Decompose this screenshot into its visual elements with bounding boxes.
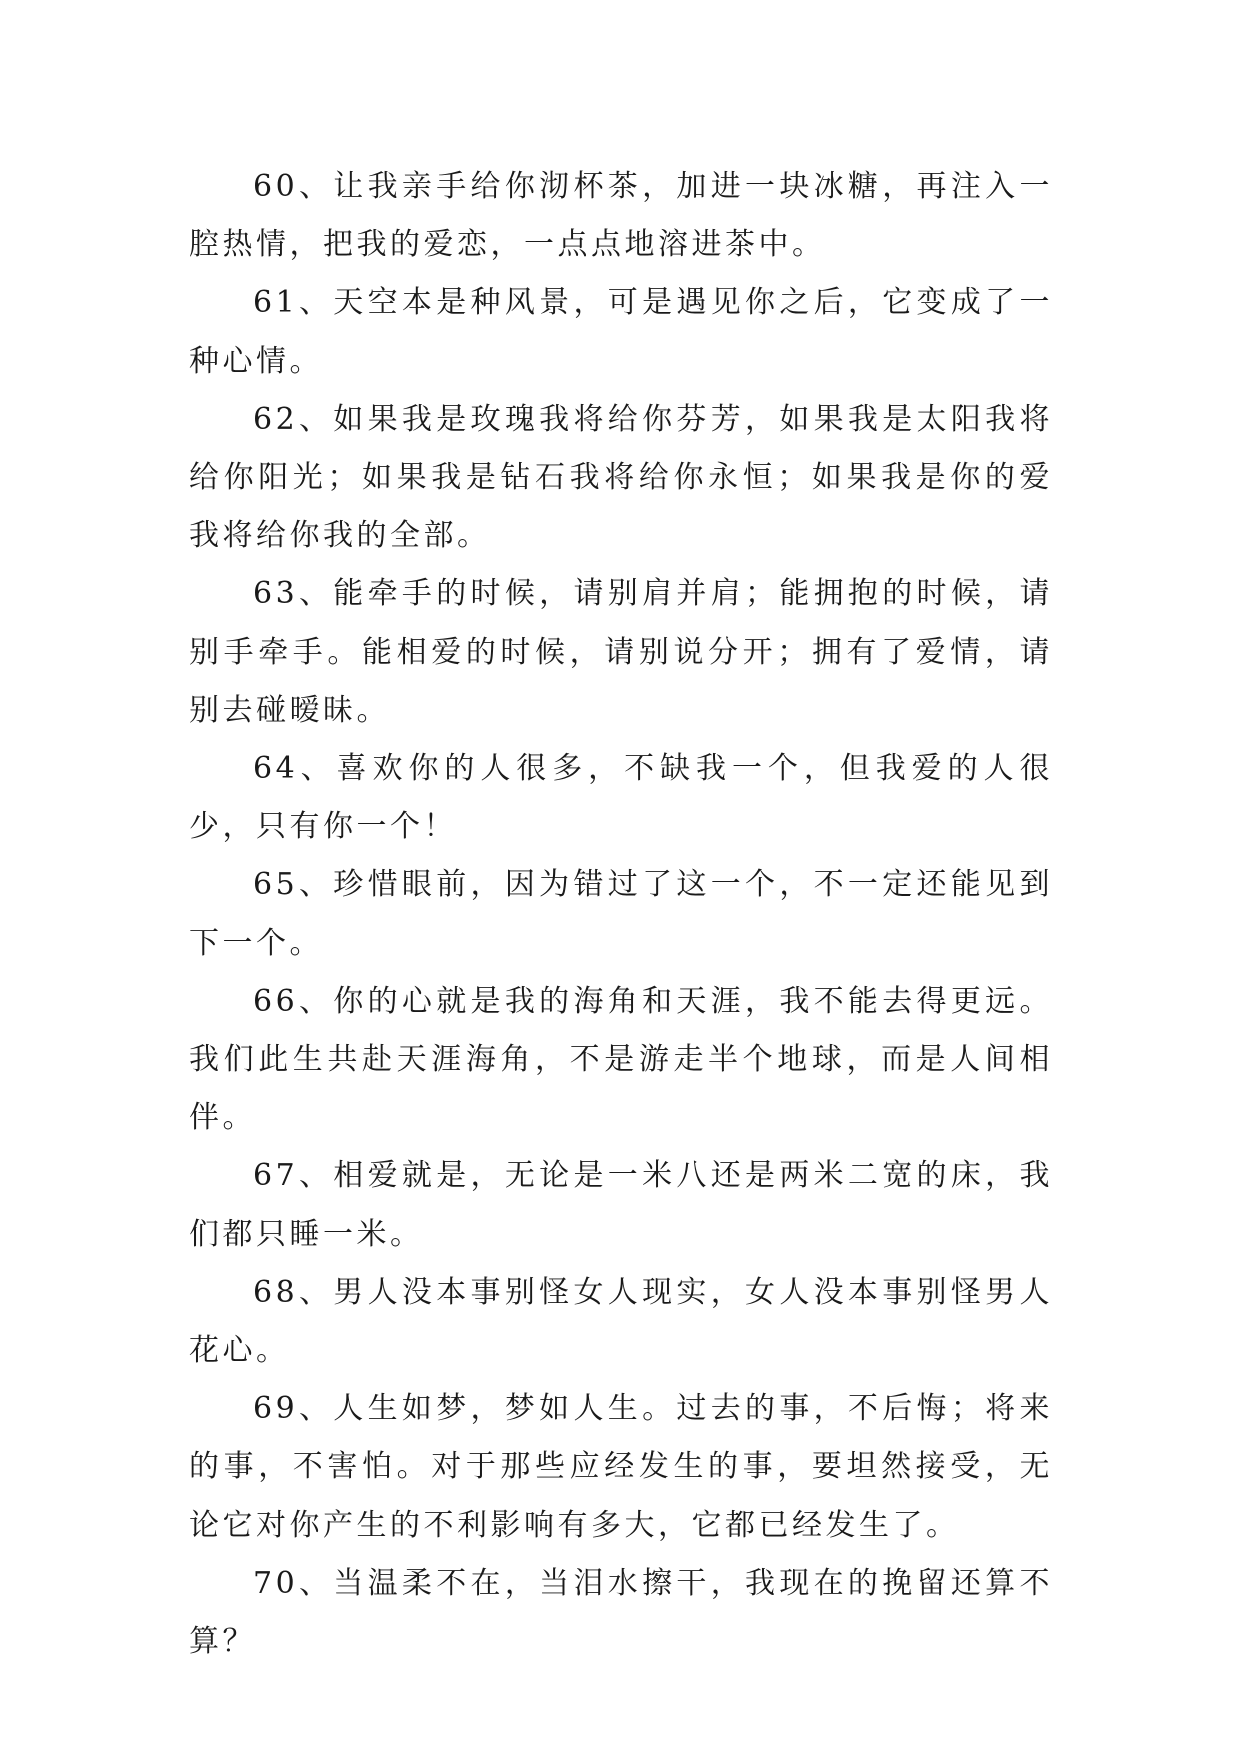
- paragraph-67: 67、相爱就是，无论是一米八还是两米二宽的床，我们都只睡一米。: [189, 1158, 1053, 1252]
- paragraph-65: 65、珍惜眼前，因为错过了这一个，不一定还能见到下一个。: [189, 867, 1053, 961]
- paragraph-61: 61、天空本是种风景，可是遇见你之后，它变成了一种心情。: [189, 285, 1053, 379]
- paragraph-62: 62、如果我是玫瑰我将给你芬芳，如果我是太阳我将给你阳光；如果我是钻石我将给你永恒；如果我是你的爱我将给你我的全部。: [189, 401, 1053, 554]
- paragraph-64: 64、喜欢你的人很多，不缺我一个，但我爱的人很少，只有你一个！: [189, 751, 1053, 845]
- paragraph-66: 66、你的心就是我的海角和天涯，我不能去得更远。我们此生共赴天涯海角，不是游走半个地球，而是人间相伴。: [189, 983, 1053, 1136]
- paragraph-70: 70、当温柔不在，当泪水擦干，我现在的挽留还算不算？: [189, 1565, 1053, 1660]
- paragraph-60: 60、让我亲手给你沏杯茶，加进一块冰糖，再注入一腔热情，把我的爱恋，一点点地溶进茶中。: [189, 169, 1053, 263]
- paragraph-63: 63、能牵手的时候，请别肩并肩；能拥抱的时候，请别手牵手。能相爱的时候，请别说分开；拥有了爱情，请别去碰暧昧。: [189, 576, 1053, 728]
- paragraph-68: 68、男人没本事别怪女人现实，女人没本事别怪男人花心。: [189, 1274, 1053, 1369]
- paragraph-69: 69、人生如梦，梦如人生。过去的事，不后悔；将来的事，不害怕。对于那些应经发生的事，要坦然接受，无论它对你产生的不利影响有多大，它都已经发生了。: [189, 1391, 1053, 1543]
- document-body: [189, 158, 1053, 1671]
